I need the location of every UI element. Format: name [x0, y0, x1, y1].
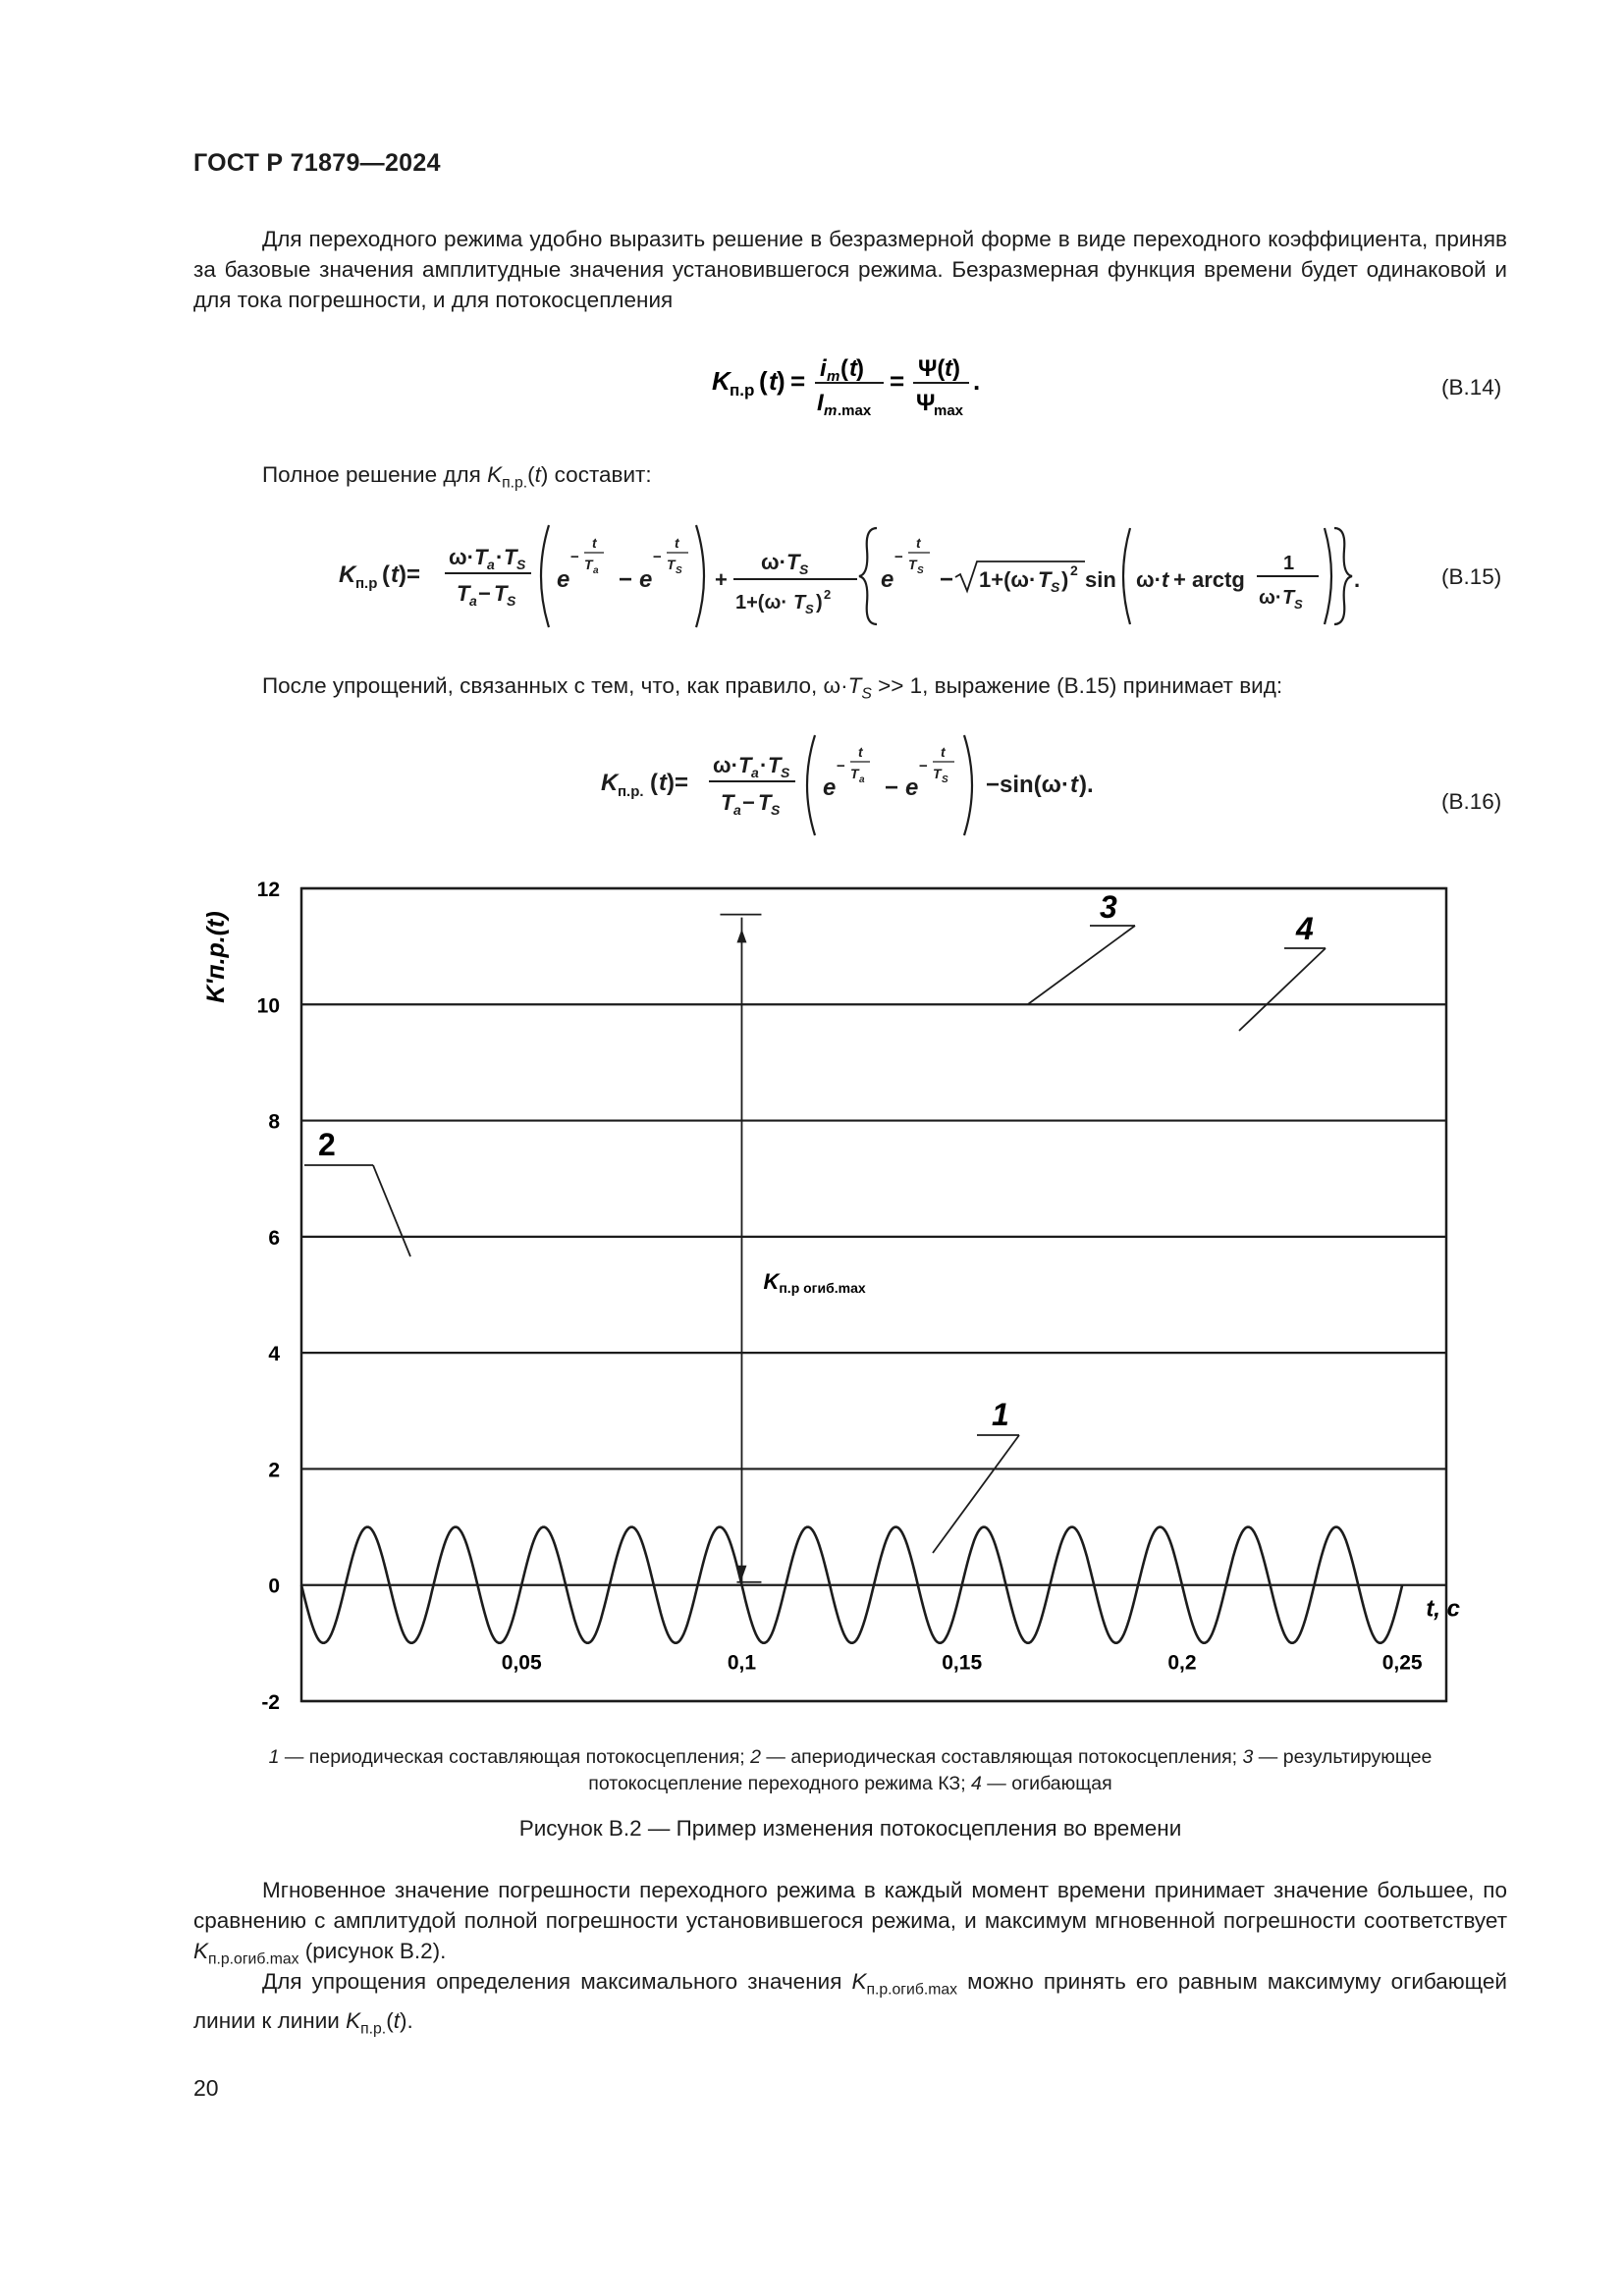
svg-text:S: S — [771, 802, 781, 818]
svg-text:sin: sin — [1085, 567, 1116, 592]
svg-text:.: . — [1354, 567, 1360, 592]
svg-text:i: i — [820, 355, 827, 382]
svg-text:T: T — [1282, 587, 1295, 609]
series-2-callout-leader — [373, 1165, 410, 1256]
svg-text:K: K — [601, 770, 619, 796]
svg-text:S: S — [516, 557, 526, 572]
paragraph-intro: Для переходного режима удобно выразить решение в безразмерной форме в виде переходного коэффициента, приняв за базовые значения амплитудные значения установившегося режима. Безразмерная функция времени будет одинаковой и для тока погрешности, и для потокосцепления — [193, 227, 1507, 312]
svg-text:): ) — [777, 366, 785, 396]
svg-text:T: T — [584, 557, 593, 572]
svg-text:(: ( — [650, 770, 658, 796]
svg-text:·: · — [496, 545, 504, 569]
svg-text:+: + — [715, 567, 728, 592]
x-tick-label: 0,2 — [1167, 1651, 1197, 1675]
svg-text:a: a — [469, 593, 477, 609]
svg-text:t: t — [916, 535, 921, 551]
y-tick-label: 2 — [268, 1459, 280, 1482]
y-tick-label: 0 — [268, 1575, 280, 1598]
svg-text:t: t — [769, 366, 778, 396]
svg-text:e: e — [881, 566, 894, 593]
svg-text:T: T — [474, 545, 488, 569]
series-1-callout-label: 1 — [992, 1397, 1009, 1432]
equation-b14 — [712, 348, 1006, 434]
paragraph-prefix: Полное решение для — [262, 462, 481, 487]
paragraph-simplification: После упрощений, связанных с тем, что, как правило, $\omega\cdot T_S >> 1$, выражение (В.15) принимает вид: — [262, 673, 1283, 703]
y-axis-label: K'п.р.(t) — [202, 911, 230, 1003]
svg-text:).: ). — [1079, 772, 1094, 798]
svg-text:1+(ω·: 1+(ω· — [979, 567, 1037, 592]
svg-text:S: S — [799, 561, 809, 577]
svg-text:T: T — [457, 581, 470, 606]
svg-text:): ) — [952, 355, 960, 382]
svg-text:t: t — [1162, 567, 1169, 592]
svg-text:T: T — [494, 581, 508, 606]
svg-text:2: 2 — [824, 587, 832, 602]
equation-b15 — [339, 520, 1360, 638]
svg-text:ω·: ω· — [761, 550, 786, 574]
svg-text:−: − — [837, 758, 845, 774]
series-2-callout-label: 2 — [318, 1127, 336, 1162]
svg-text:Ψ(: Ψ( — [918, 355, 946, 382]
svg-text:−: − — [940, 566, 954, 593]
equation-b16 — [601, 731, 1111, 844]
svg-text:T: T — [667, 557, 676, 572]
svg-text:−: − — [478, 581, 491, 606]
svg-text:m: m — [827, 368, 840, 385]
svg-text:t: t — [858, 744, 863, 760]
x-tick-label: 0,05 — [501, 1651, 542, 1675]
svg-text:t: t — [675, 535, 679, 551]
svg-text:−: − — [653, 549, 662, 565]
y-tick-label: 10 — [256, 994, 280, 1018]
equation-number-b16: (B.16) — [1441, 789, 1502, 814]
svg-text:S: S — [942, 774, 948, 785]
svg-text:): ) — [816, 592, 823, 614]
series-3-callout-label: 3 — [1100, 889, 1117, 925]
svg-text:a: a — [859, 774, 865, 785]
svg-text:T: T — [738, 753, 752, 777]
svg-text:t: t — [592, 535, 597, 551]
svg-text:п.р: п.р — [355, 575, 378, 592]
svg-text:п.р.: п.р. — [618, 783, 644, 800]
svg-text:e: e — [557, 566, 570, 593]
svg-text:t: t — [945, 355, 952, 382]
page-number: 20 — [193, 2075, 219, 2101]
svg-text:T: T — [793, 592, 806, 614]
y-tick-label: 6 — [268, 1226, 280, 1250]
svg-text:1+(ω·: 1+(ω· — [735, 592, 788, 614]
x-tick-label: 0,15 — [942, 1651, 983, 1675]
svg-text:=: = — [890, 366, 905, 396]
svg-text:)=: )= — [399, 561, 421, 588]
svg-text:max: max — [934, 402, 964, 419]
svg-text:a: a — [733, 802, 741, 818]
svg-text:ω·: ω· — [449, 545, 474, 569]
annotation-arrowhead-top — [736, 929, 746, 942]
svg-text:e: e — [639, 566, 653, 593]
svg-text:t: t — [1070, 772, 1078, 798]
svg-text:T: T — [504, 545, 517, 569]
svg-text:.max: .max — [838, 402, 872, 419]
svg-text:−sin(ω·: −sin(ω· — [986, 772, 1069, 798]
svg-text:ω·: ω· — [713, 753, 738, 777]
svg-text:.: . — [973, 366, 981, 396]
svg-text:)=: )= — [667, 770, 689, 796]
svg-text:a: a — [593, 565, 599, 576]
svg-text:S: S — [917, 565, 924, 576]
svg-text:t: t — [391, 561, 399, 588]
document-header: ГОСТ Р 71879—2024 — [193, 149, 441, 177]
svg-text:T: T — [1038, 567, 1052, 592]
x-tick-label: 0,1 — [727, 1651, 757, 1675]
y-tick-label: 4 — [268, 1343, 280, 1366]
svg-text:S: S — [781, 765, 790, 780]
svg-text:2: 2 — [1070, 562, 1078, 578]
paragraph-instant-value: Мгновенное значение погрешности переходного режима в каждый момент времени принимает значение большее, по сравнению с амплитудой полной погрешности установившегося режима, и максимум мгновенной погрешности соответствует $K_{п.р.огиб.max}$ (рисунок В.2). — [193, 1878, 1507, 1968]
svg-text:T: T — [908, 557, 917, 572]
svg-text:T: T — [721, 790, 734, 815]
svg-text:+ arctg: + arctg — [1173, 567, 1245, 592]
svg-text:=: = — [790, 366, 806, 396]
svg-text:T: T — [933, 766, 942, 781]
svg-text:−: − — [894, 549, 903, 565]
equation-number-b15: (B.15) — [1441, 564, 1502, 589]
svg-text:п.р: п.р — [730, 381, 755, 400]
svg-text:Ψ: Ψ — [916, 390, 936, 416]
annotation-label: Kп.р огиб.max — [763, 1269, 866, 1297]
svg-text:): ) — [1061, 567, 1069, 592]
svg-text:T: T — [786, 550, 800, 574]
figure-b2-chart — [187, 864, 1463, 1723]
y-tick-label: 8 — [268, 1110, 280, 1134]
svg-text:a: a — [487, 557, 495, 572]
svg-text:S: S — [1294, 597, 1303, 612]
chart-svg — [187, 864, 1463, 1718]
svg-text:S: S — [676, 565, 682, 576]
svg-text:t: t — [659, 770, 667, 796]
svg-text:T: T — [758, 790, 772, 815]
svg-text:−: − — [919, 758, 928, 774]
svg-text:−: − — [742, 790, 755, 815]
svg-text:a: a — [751, 765, 759, 780]
svg-text:1: 1 — [1283, 553, 1295, 574]
svg-text:t: t — [849, 355, 857, 382]
figure-legend: 1 — периодическая составляющая потокосцепления; 2 — апериодическая составляющая потокосцепления; 3 — результирующее потокосцепление переходного режима КЗ; 4 — огибающая — [268, 1746, 1433, 1794]
svg-text:e: e — [823, 774, 837, 801]
svg-text:K: K — [339, 561, 356, 588]
x-tick-label: 0,25 — [1381, 1651, 1423, 1675]
svg-text:(: ( — [840, 355, 848, 382]
svg-text:): ) — [856, 355, 864, 382]
svg-text:T: T — [768, 753, 782, 777]
svg-text:S: S — [507, 593, 516, 609]
svg-text:K: K — [712, 366, 731, 396]
svg-text:−: − — [570, 549, 579, 565]
svg-text:S: S — [1051, 579, 1060, 595]
svg-text:t: t — [941, 744, 946, 760]
paragraph-suffix: составит: — [554, 462, 652, 487]
svg-text:ω·: ω· — [1259, 587, 1282, 609]
svg-text:(: ( — [382, 561, 390, 588]
series-3-callout-leader — [1028, 926, 1135, 1004]
svg-text:−: − — [885, 774, 899, 801]
svg-text:e: e — [905, 774, 919, 801]
series-4-callout-label: 4 — [1296, 911, 1314, 946]
svg-text:ω·: ω· — [1136, 567, 1162, 592]
y-tick-label: -2 — [261, 1691, 280, 1714]
series-4-callout-leader — [1239, 948, 1326, 1031]
svg-text:·: · — [760, 753, 768, 777]
svg-text:S: S — [805, 602, 814, 616]
svg-text:m: m — [824, 402, 838, 419]
paragraph-full-solution: Полное решение для $K_{п.р.}(t)$ составит: — [262, 462, 652, 492]
svg-text:−: − — [619, 566, 633, 593]
plot-frame — [301, 888, 1446, 1701]
x-axis-label: t, с — [1426, 1595, 1460, 1623]
equation-number-b14: (B.14) — [1441, 375, 1502, 400]
paragraph-simplify-max: Для упрощения определения максимального значения $K_{п.р.огиб.max}$ можно принять его равным максимуму огибающей линии к линии $K_{п.р.}(t)$. — [193, 1969, 1507, 2037]
svg-text:(: ( — [759, 366, 768, 396]
y-tick-label: 12 — [256, 879, 280, 901]
figure-title: Рисунок В.2 — Пример изменения потокосцепления во времени — [518, 1816, 1182, 1841]
svg-text:I: I — [817, 390, 824, 416]
svg-text:T: T — [850, 766, 859, 781]
